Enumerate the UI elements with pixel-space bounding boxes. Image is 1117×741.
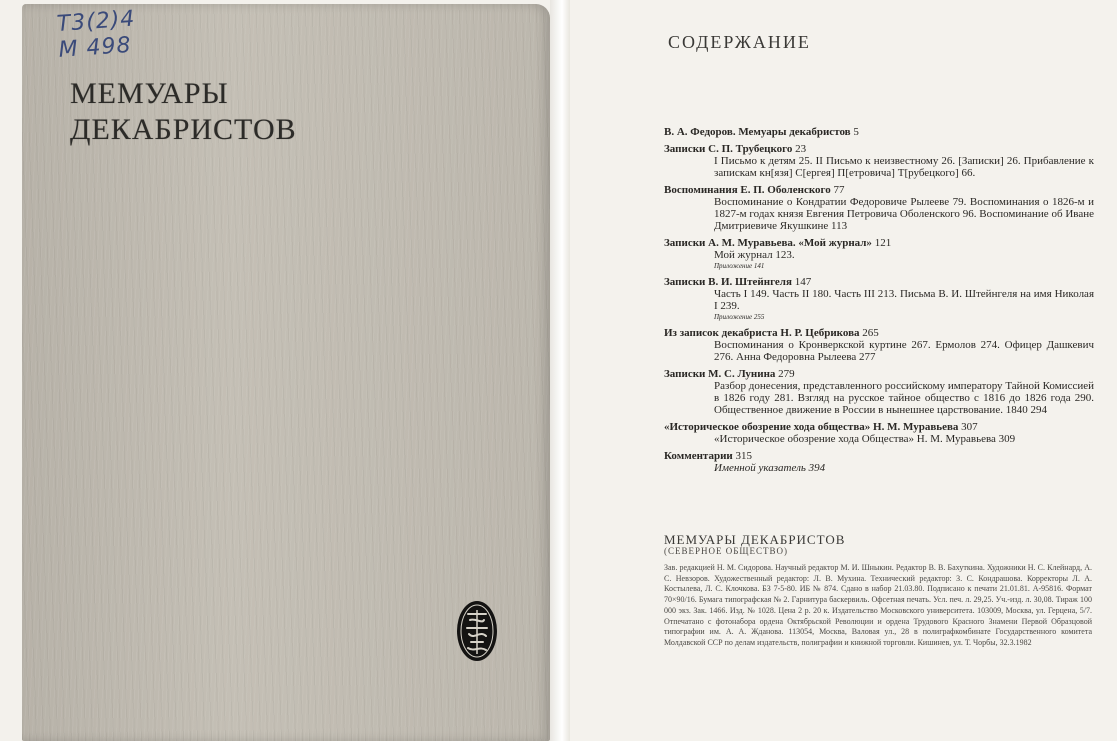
toc-entry-title: В. А. Федоров. Мемуары декабристов <box>664 126 851 138</box>
toc-entry <box>664 237 1094 271</box>
toc-entry-page: 5 <box>850 126 859 138</box>
cover-title-line: ДЕКАБРИСТОВ <box>70 113 297 146</box>
toc-entry-subitems: Воспоминание о Кондратии Федоровиче Рылееве 79. Воспоминания о 1826-м и 1827-м годах князя Евгения Петровича Оболенского 96. Воспоминание об Иване Дмитриевиче Якушкине 113 <box>714 196 1094 232</box>
library-shelfmark <box>56 7 138 64</box>
cover-title-line: МЕМУАРЫ <box>70 77 229 110</box>
toc-entry-title: Воспоминания Е. П. Оболенского <box>664 184 831 196</box>
toc-entry-page: 121 <box>871 237 892 249</box>
contents-page <box>570 0 1117 741</box>
toc-entry-page: 147 <box>791 276 812 288</box>
toc-entry <box>664 368 1094 416</box>
toc-entry-subitems: «Историческое обозрение хода Общества» Н. М. Муравьева 309 <box>714 433 1016 445</box>
toc-entry-appendix: Приложение 255 <box>714 313 765 321</box>
toc-entry-page: 23 <box>792 143 807 155</box>
toc-entry-subitems: I Письмо к детям 25. II Письмо к неизвестному 26. [Записки] 26. Прибавление к запискам кн[язя] С[ергея] П[етровича] Т[рубецкого] 66. <box>714 155 1094 179</box>
toc-entry-subitems: Разбор донесения, представленного российскому императору Тайной Комиссией в 1826 году 281. Взгляд на русское тайное общество с 1816 до 1826 года 290. Общественное движение в России в нынешнее царствование. 1840 294 <box>714 380 1094 416</box>
shelfmark-line: М 498 <box>57 32 133 63</box>
toc-entry <box>664 184 1094 232</box>
colophon-subtitle: (СЕВЕРНОЕ ОБЩЕСТВО) <box>664 546 788 556</box>
toc-entry-title: Комментарии <box>664 450 733 462</box>
toc-entry-title: Записки В. И. Штейнгеля <box>664 276 792 288</box>
toc-entry <box>664 143 1094 179</box>
toc-entry <box>664 276 1094 322</box>
toc-entry <box>664 327 1094 363</box>
toc-entry-title: Из записок декабриста Н. Р. Цебрикова <box>664 327 860 339</box>
toc-entry-page: 279 <box>775 368 795 380</box>
toc-entry-subitems: Воспоминания о Кронверкской куртине 267. Ермолов 274. Офицер Дашкевич 276. Анна Федоровна Рылеева 277 <box>714 339 1094 363</box>
shelfmark-line: Т3(2)4 <box>56 6 137 37</box>
toc-entry-title: Записки М. С. Лунина <box>664 368 776 380</box>
toc-entry-title: Записки С. П. Трубецкого <box>664 143 793 155</box>
toc-entry-page: 307 <box>958 421 978 433</box>
toc-entry <box>664 421 1094 445</box>
toc-entry-page: 315 <box>732 450 753 462</box>
toc-entry <box>664 126 1094 138</box>
toc-entry-subitems: Часть I 149. Часть II 180. Часть III 213. Письма В. И. Штейнгеля на имя Николая I 239. <box>714 288 1094 312</box>
cover-title <box>70 76 297 148</box>
table-of-contents <box>664 126 1094 479</box>
toc-entry-page: 77 <box>830 184 845 196</box>
toc-entry-subitems: Именной указатель 394 <box>714 462 826 474</box>
contents-heading: СОДЕРЖАНИЕ <box>668 32 811 52</box>
toc-entry-page: 265 <box>859 327 879 339</box>
colophon-title: МЕМУАРЫ ДЕКАБРИСТОВ <box>664 532 846 547</box>
toc-entry-title: Записки А. М. Муравьева. «Мой журнал» <box>664 237 872 249</box>
toc-entry <box>664 450 1094 474</box>
toc-entry-title: «Историческое обозрение хода общества» Н. М. Муравьева <box>664 421 959 433</box>
colophon-text: Зав. редакцией Н. М. Сидорова. Научный редактор М. И. Шныкин. Редактор В. В. Бахуткина. Художники Н. С. Клейнард, А. С. Невзоров. Художественный редактор: Л. В. Мухина. Технический редактор: З. С. Кондрашова. Корректоры Л. А. Костылева, Л. С. Клочкова. БЗ 7-5-80. ИБ № 874. Сдано в набор 21.03.80. Подписано к печати 21.01.81. А-95816. Формат 70×90/16. Бумага типографская № 2. Гарнитура баскервиль. Офсетная печать. Усл. печ. л. 29,25. Уч.-изд. л. 30,08. Тираж 100 000 экз. Зак. 1466. Изд. № 1028. Цена 2 р. 20 к. Издательство Московского университета. 103009, Москва, ул. Герцена, 5/7. Отпечатано с фотонабора ордена Октябрьской Революции и ордена Трудового Красного Знамени Первой Образцовой типографии им. А. А. Жданова. 113054, Москва, Валовая ул., 28 в полиграфкомбинате Государственного комитета Молдавской ССР по делам издательств, полиграфии и книжной торговли. Кишинев, ул. Т. Чорбы, 32.3.1982 <box>664 563 1092 647</box>
publisher-emblem-icon <box>456 600 498 662</box>
page-gutter <box>550 0 570 741</box>
toc-entry-subitems: Мой журнал 123. <box>714 249 795 261</box>
toc-entry-appendix: Приложение 141 <box>714 262 765 270</box>
